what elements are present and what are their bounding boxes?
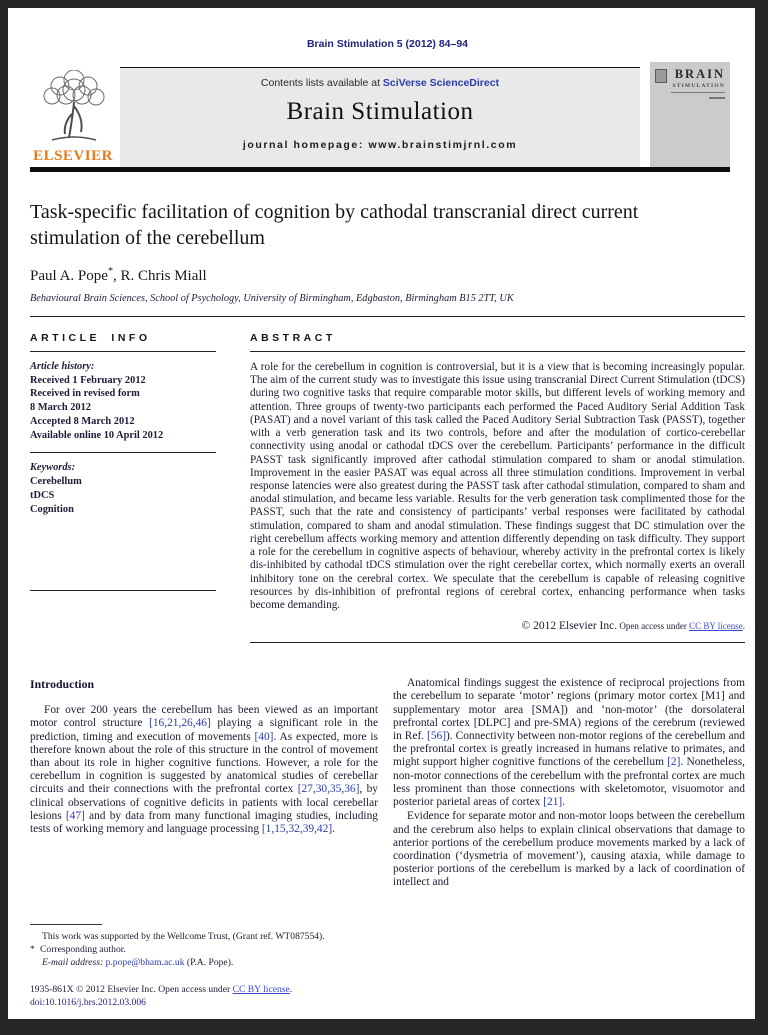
corresponding-text: Corresponding author. [40, 944, 126, 956]
evidence-paragraph [393, 810, 745, 889]
email-link[interactable]: p.pope@bham.ac.uk [105, 957, 185, 969]
issn-text: 1935-861X © 2012 Elsevier Inc. Open access under [30, 983, 233, 995]
author-2: , R. Chris Miall [112, 268, 207, 284]
elsevier-tree-icon [36, 67, 110, 148]
issn-period: . [289, 983, 293, 995]
keyline [250, 642, 745, 643]
doi-line[interactable]: doi:10.1016/j.brs.2012.03.006 [30, 996, 146, 1008]
email-label: E-mail address: [42, 957, 106, 969]
abstract-column [250, 332, 745, 643]
journal-homepage-link[interactable]: journal homepage: www.brainstimjrnl.com [242, 139, 518, 151]
cover-detail-line [709, 97, 725, 99]
text-segment: ). Connectivity between non-motor regions of the cerebellum and the prefrontal cortex is greatly increased in humans relative to primates, and might support higher cognitive functions of the cerebellum [393, 730, 745, 769]
cover-logo-icon [655, 69, 667, 83]
abstract-text: A role for the cerebellum in cognition is controversial, but it is a view that is becoming increasingly popular. The aim of the current study was to investigate this issue using transcranial Direct Current Stimulation (tDCS) during two cognitive tasks that require comparable motor skills, but different levels of working memory and attention. Three groups of twenty-two participants each performed the Paced Auditory Serial Addition Task (PASAT) and a novel variant of this task called the Paced Auditory Serial Subtraction Task (PASST), together with a verb generation task and its two controls, before and after the modulation of cortico-cerebellar connectivity using anodal or cathodal tDCS over the cerebellum. Participants’ performance in the difficult PASST task significantly improved after cathodal stimulation compared to sham or anodal stimulation. Improvement in the easier PASAT was equal across all three stimulation conditions. Improvement in verbal response latencies were also greatest during the PASST task after cathodal stimulation, compared to sham and anodal stimulation, and became less variable. Results for the verb generation task complimented those for the PASST, such that the rate and consistency of participants’ verbal responses were facilitated by cathodal stimulation, compared to sham and anodal stimulation. These findings suggest that DC stimulation over the right cerebellum affects working memory and attention differently depending on task difficulty. They support a role for the cerebellum in cognitive aspects of behaviour, whereby activity in the prefrontal cortex is likely dis-inhibited by cathodal tDCS stimulation over the right cerebellar cortex, which normally exerts an overall inhibitory tone on the cerebral cortex. We speculate that the cerebellum is capable of releasing cognitive resources by dis-inhibition of prefrontal regions of cerebral cortex, enhancing performance when tasks become demanding. [250, 361, 745, 611]
email-suffix: (P.A. Pope). [184, 957, 234, 969]
footnote-block [30, 924, 378, 1009]
copyright-text: © 2012 Elsevier Inc. [521, 620, 618, 633]
text-segment: . [332, 823, 335, 836]
text-segment: For over 200 years the cerebellum has been viewed as an important motor control structure [30, 704, 378, 730]
sciverse-sciencedirect-link[interactable]: SciVerse ScienceDirect [382, 77, 500, 89]
article-body [30, 677, 745, 1009]
author-1: Paul A. Pope [30, 268, 108, 284]
history-line: Accepted 8 March 2012 [30, 415, 135, 427]
corresponding-note [30, 943, 378, 956]
citation-ref[interactable]: [40] [254, 730, 274, 743]
open-access-text: Open access under [617, 621, 690, 632]
keywords-label: Keywords: [30, 462, 76, 474]
keyline [250, 351, 745, 352]
article-history [30, 360, 216, 442]
cover-title-line1: BRAIN [674, 67, 725, 81]
keyline [30, 351, 216, 352]
history-line: Available online 10 April 2012 [30, 429, 164, 441]
text-segment: Evidence for separate motor and non-motor loops between the cerebellum and the cerebrum also helps to explain clinical observations that damage to anterior portions of the cerebellum produce movements marked by a lack of coordination (‘dysmetria of movement’), causing ataxia, while damage to posterior portions of the cerebellum is marked by a lack of coordination of intellect and [393, 810, 745, 889]
cover-title-line2: STIMULATION [672, 83, 725, 89]
funding-note: This work was supported by the Wellcome Trust, (Grant ref. WT087554). [42, 930, 325, 942]
anatomy-paragraph [393, 677, 745, 809]
text-segment: playing a significant role in the prediction, timing and execution of movements [30, 717, 379, 743]
author-line [30, 266, 745, 285]
article-title: Task-specific facilitation of cognition by cathodal transcranial direct current stimulation of the cerebellum [30, 201, 639, 249]
footnote-rule [30, 924, 102, 925]
asterisk-marker: * [30, 944, 35, 956]
right-column [393, 677, 745, 1009]
cc-by-license-link[interactable]: CC BY license [689, 621, 743, 632]
article-history-label: Article history: [30, 361, 95, 372]
text-segment: Anatomical findings suggest the existence of reciprocal projections from the cerebellum to separate ‘motor’ regions (primary motor cortex [M1] and supplementary motor area [SMA]) and ‘non-motor’ (the dorsolateral prefrontal cortex [DLPC] and pre-SMA) regions of the cerebrum (reviewed in Ref. [393, 677, 745, 743]
email-note [30, 956, 378, 969]
journal-cover-thumbnail[interactable] [650, 62, 730, 167]
keyword: Cognition [30, 503, 74, 515]
text-segment: , by clinical observations of cognitive deficits in patients with local cerebellar lesions [30, 783, 378, 822]
elsevier-logo[interactable] [30, 67, 116, 167]
cover-rule [671, 92, 725, 93]
keyword: tDCS [30, 489, 55, 501]
affiliation: Behavioural Brain Sciences, School of Psychology, University of Birmingham, Edgbaston, Birmingham B15 2TT, UK [30, 293, 514, 304]
abstract-heading: ABSTRACT [250, 332, 336, 344]
journal-header [30, 67, 730, 167]
keyline [30, 590, 216, 591]
journal-banner [120, 67, 640, 167]
cc-by-license-link-footer[interactable]: CC BY license [232, 983, 290, 995]
citation-ref[interactable]: [2] [667, 756, 681, 769]
citation-ref[interactable]: [21] [543, 796, 563, 809]
article-info-column [30, 332, 216, 643]
citation-ref[interactable]: [27,30,35,36] [297, 783, 360, 796]
corresponding-author-marker[interactable]: * [107, 266, 113, 277]
issn-line [30, 983, 378, 996]
contents-line [120, 77, 640, 89]
keyword: Cerebellum [30, 476, 82, 488]
citation-ref[interactable]: [56] [427, 730, 447, 743]
license-period: . [742, 621, 745, 632]
citation-ref[interactable]: [47] [65, 809, 85, 822]
title-divider-rule [30, 316, 745, 317]
journal-citation: Brain Stimulation 5 (2012) 84–94 [306, 38, 469, 50]
citation-ref[interactable]: [16,21,26,46] [149, 717, 211, 730]
journal-title: Brain Stimulation [286, 98, 474, 125]
introduction-heading: Introduction [30, 677, 95, 692]
text-segment: . Nonetheless, non-motor connections of the cerebellum with the prefrontal cortex are much less prominent than those connections with skeletomotor, visuomotor and posterior parietal areas of cortex [393, 756, 745, 809]
history-line: Received in revised form [30, 388, 140, 400]
text-segment: . As expected, more is therefore known about the role of this structure in the control of movement than about its role in higher cognitive functions. However, a role for the cerebellum in cognition is suggested by anatomical studies of cerebellar circuits and their connections with the prefrontal cortex [30, 730, 378, 796]
header-divider-bar [30, 167, 730, 172]
history-line: Received 1 February 2012 [30, 374, 146, 386]
contents-text: Contents lists available at [260, 77, 383, 89]
info-abstract-section [30, 332, 745, 643]
intro-paragraph [30, 704, 378, 836]
abstract-copyright [250, 620, 745, 632]
elsevier-wordmark: ELSEVIER [33, 148, 113, 164]
keyline [30, 452, 216, 453]
text-segment: . [562, 796, 566, 809]
paper-page [8, 8, 755, 1019]
text-segment: and by data from many functional imaging studies, including tests of working memory and language processing [30, 809, 378, 836]
citation-ref[interactable]: [1,15,32,39,42] [261, 823, 333, 836]
left-column [30, 677, 378, 1009]
keywords-block [30, 461, 216, 516]
article-info-heading: ARTICLE INFO [30, 332, 151, 344]
history-line: 8 March 2012 [30, 402, 91, 414]
